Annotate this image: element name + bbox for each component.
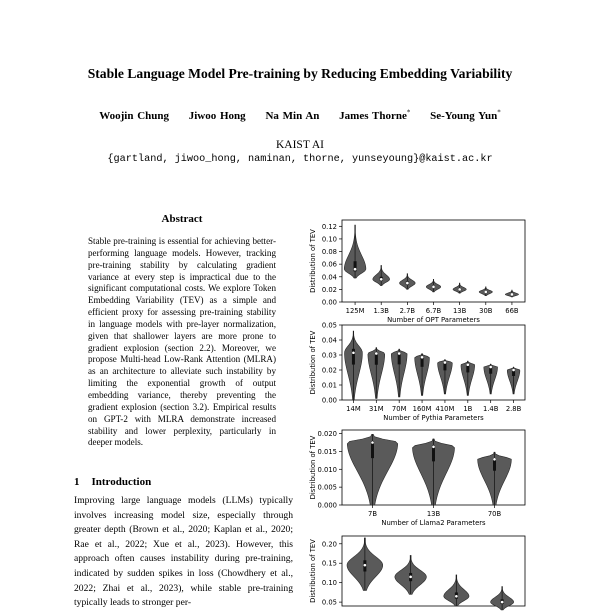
y-tick-label: 0.02 xyxy=(321,285,337,294)
y-tick-label: 0.02 xyxy=(321,366,337,375)
violin-median xyxy=(409,576,412,579)
violin-median xyxy=(467,363,470,366)
x-tick-label: 1.4B xyxy=(482,405,499,413)
violin-median xyxy=(432,286,435,289)
y-axis-label: Distribution of TEV xyxy=(309,435,317,500)
x-tick-label: 13B xyxy=(452,307,467,315)
x-axis-label: Number of Pythia Parameters xyxy=(383,414,484,422)
y-tick-label: 0.015 xyxy=(317,447,337,456)
violin-median xyxy=(501,601,504,604)
y-tick-label: 0.03 xyxy=(321,351,337,360)
author-emails: {gartland, jiwoo_hong, naminan, thorne, yunseyoung}@kaist.ac.kr xyxy=(107,154,493,165)
x-tick-label: 7B xyxy=(368,510,377,518)
y-tick-label: 0.00 xyxy=(321,396,337,405)
x-tick-label: 30B xyxy=(479,307,493,315)
violin-median xyxy=(354,268,357,271)
y-tick-label: 0.04 xyxy=(321,273,337,282)
y-tick-label: 0.05 xyxy=(321,321,337,330)
x-tick-label: 66B xyxy=(505,307,519,315)
violin-median xyxy=(484,291,487,294)
y-tick-label: 0.10 xyxy=(321,235,337,244)
y-tick-label: 0.15 xyxy=(321,559,337,568)
y-tick-label: 0.08 xyxy=(321,248,337,257)
author: Jiwoo Hong xyxy=(188,109,246,122)
violin-median xyxy=(406,282,409,285)
y-axis-label: Distribution of TEV xyxy=(309,229,317,293)
y-axis-label: Distribution of TEV xyxy=(309,539,317,603)
violin-median xyxy=(421,356,424,359)
chart-panel xyxy=(309,322,525,423)
x-tick-label: 160M xyxy=(412,405,432,413)
x-tick-label: 70M xyxy=(391,405,407,413)
violin-median xyxy=(371,441,374,444)
author-list xyxy=(0,108,600,122)
y-tick-label: 0.20 xyxy=(321,540,337,549)
x-tick-label: 70B xyxy=(487,510,502,518)
x-tick-label: 1B xyxy=(463,405,473,413)
x-tick-label: 6.7B xyxy=(425,307,442,315)
y-tick-label: 0.020 xyxy=(317,430,337,439)
abstract-text: Stable pre-training is essential for achieving better-performing language models. However, tracking pre-training stability by calculating gradient variance at every step is impractical due to the significant computational costs. We explore Token Embedding Variability (TEV) as a simple and efficient proxy for assessing pre-training stability in language models with pre-layer normalization, given that shallower layers are more prone to gradient explosion (section 2.2). Moreover, we propose Multi-head Low-Rank Attention (MLRA) as an architecture to alleviate such instability by limiting the exponential growth of output embedding variance, thereby preventing the gradient explosion (section 3.2). Empirical results on GPT-2 with MLRA demonstrate increased stability and lower perplexity, particularly in deeper models. xyxy=(88,236,276,448)
affiliation: KAIST AI xyxy=(275,139,325,151)
x-tick-label: 13B xyxy=(426,510,441,518)
violin-median xyxy=(489,366,492,369)
x-axis-label: Number of Llama2 Parameters xyxy=(381,519,486,527)
x-tick-label: 31M xyxy=(369,405,384,413)
x-axis-label: Number of OPT Parameters xyxy=(387,316,480,324)
violin-median xyxy=(398,352,401,355)
violin-median xyxy=(512,369,515,372)
chart-panel xyxy=(309,536,525,610)
y-axis-label: Distribution of TEV xyxy=(309,330,317,395)
x-tick-label: 410M xyxy=(435,405,455,413)
section-heading-introduction: 1 Introduction xyxy=(74,476,152,488)
violin-median xyxy=(375,352,378,355)
y-tick-label: 0.010 xyxy=(317,465,337,474)
x-tick-label: 125M xyxy=(345,307,365,315)
violin-median xyxy=(432,445,435,448)
x-tick-label: 14M xyxy=(346,405,361,413)
violin-median xyxy=(380,278,383,281)
y-tick-label: 0.12 xyxy=(321,222,337,231)
author: Woojin Chung xyxy=(99,109,169,122)
author: Se-Young Yun* xyxy=(430,108,501,122)
figure-svg xyxy=(300,212,600,607)
x-tick-label: 1.3B xyxy=(373,307,389,315)
author: James Thorne* xyxy=(339,108,411,122)
y-tick-label: 0.06 xyxy=(321,260,337,269)
violin-median xyxy=(458,288,461,291)
violin-median xyxy=(493,458,496,461)
abstract-heading: Abstract xyxy=(161,213,203,225)
chart-panel xyxy=(309,430,525,527)
violin-median xyxy=(511,293,514,296)
chart-panel xyxy=(309,220,525,324)
y-tick-label: 0.10 xyxy=(321,579,337,588)
introduction-text: Improving large language models (LLMs) typically involves increasing model size, especially through greater depth (Brown et al., 2020; Kaplan et al., 2020; Rae et al., 2022; Xue et al., 2023). However, this approach often causes instability during pre-training, indicated by sudden spikes in loss (Chowdhery et al., 2022; Zhai et al., 2023), while stable pre-training typically leads to stronger per- xyxy=(74,495,293,609)
y-tick-label: 0.04 xyxy=(321,336,337,345)
figure-tev-violins xyxy=(300,212,600,605)
x-tick-label: 2.8B xyxy=(505,405,522,413)
violin-box xyxy=(352,349,355,365)
paper-title: Stable Language Model Pre-training by Reducing Embedding Variability xyxy=(87,66,513,81)
y-tick-label: 0.05 xyxy=(321,598,337,607)
violin-median xyxy=(364,564,367,567)
y-tick-label: 0.000 xyxy=(317,501,337,510)
y-tick-label: 0.00 xyxy=(321,298,337,307)
violin-median xyxy=(455,595,458,598)
x-tick-label: 2.7B xyxy=(399,307,416,315)
violin-median xyxy=(444,361,447,364)
y-tick-label: 0.01 xyxy=(321,381,337,390)
violin-median xyxy=(352,351,355,354)
y-tick-label: 0.005 xyxy=(317,483,337,492)
author: Na Min An xyxy=(265,109,320,122)
